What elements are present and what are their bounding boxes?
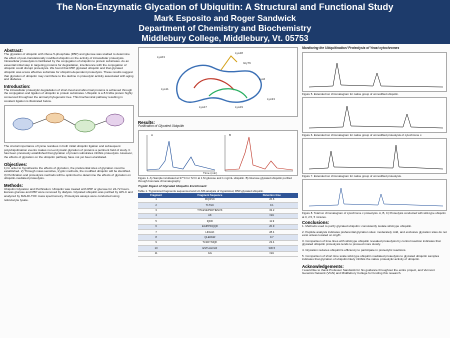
cell-sequence: LIFAGK [174, 230, 245, 235]
cell-sequence: GG [174, 251, 245, 256]
struct-label-gly76: Gly76 [243, 61, 251, 65]
cell-fragment: 9 [138, 240, 174, 245]
cell-retention: 28.4 [246, 230, 298, 235]
results-heading: Results: [138, 120, 155, 125]
cell-retention: 26.6 [246, 198, 298, 203]
cell-fragment: 4 [138, 213, 174, 218]
table-header-sequence: Fragment Sequence [174, 193, 245, 198]
poster-authors: Mark Esposito and Roger Sandwick [154, 12, 296, 23]
intro-text: The intracellular proteolytic degradation of short-lived and abnormal proteins is achieved through the conjugation and ligation of ubiquitin to protein substrates. Ubiquitin is a 8.6 kDa protein highly conserved throughout the animal phylogenetic tree. This biochemical pathway resulting in covalent ligation is illustrated below. [4, 87, 133, 103]
table-row [138, 251, 298, 256]
cell-retention: 9.7 [246, 235, 298, 240]
chrom-label-b: B [229, 132, 232, 137]
struct-label-lys48: Lys48 [235, 51, 243, 55]
cell-fragment: 5 [138, 219, 174, 224]
right-column [302, 47, 447, 278]
struct-label-lys29: Lys29 [235, 105, 243, 109]
table-body [138, 198, 298, 257]
cell-fragment: 6 [138, 224, 174, 229]
abstract-heading: Abstract: [4, 48, 23, 53]
cell-retention: N/A [246, 251, 298, 256]
cell-sequence: TITLEVEPSDTIENVK [174, 208, 245, 213]
cell-retention: N/A [246, 213, 298, 218]
ubiquitin-pathway-figure [4, 105, 134, 143]
intro-text-2: The crucial importance of lysine residues in both initial ubiquitin ligation and subsequent polyubiquitination events makes non-enzymatic glycation of proteins a pertinent field of study. It has been previously established that glycation of protein substrates inhibits proteolysis. However, the effects of glycation on the ubiquitin pathway have not yet been elucidated. [4, 144, 133, 159]
cell-sequence: ESTLHLVLR [174, 246, 245, 251]
conclusions-list [302, 225, 447, 262]
struct-label-lys11: Lys11 [161, 87, 169, 91]
acknowledgements-text: I would like to thank Professor Sandwick for his guidance throughout the entire project, and Vermont Genetics Network (VGN) and Middlebury College for funding this research. [302, 267, 435, 276]
chrom-axis-label: Time (min) [203, 170, 218, 175]
figure-1-caption: Figure 1. A) Sample incubated at 37°C for 72 hr at 1 M glucose and 1 mg/mL ubiquitin. B) Glucose glycated ubiquitin purified through boronate chromatography. [138, 175, 292, 183]
chrom-label-a: A [151, 132, 154, 137]
cell-fragment: 10 [138, 246, 174, 251]
methods-heading: Methods: [4, 182, 24, 188]
results-subheading: Purification of Glycated Ubiquitin [138, 124, 185, 128]
cell-fragment: 7 [138, 230, 174, 235]
table-title: Tryptic Digest of Glycated Ubiquitin Enrichment: [138, 184, 208, 189]
cell-sequence: MQIFVK [174, 198, 245, 203]
abstract-text: The glycation of ubiquitin with ribose 5-phosphate (R5P) and glucose was studied to determine the effect of post-translationally modified ubiquitin on the activity of intracellular proteolysis. Intracellular proteolysis is facilitated by the conjugation of ubiquitin to protein substrates. As an essential initial step in targeting proteins for degradation, interference with the conjugation of ubiquitin could disrupt proteolysis. We found that R5P glycated ubiquitin and that glycated ubiquitin was a less effective substrate for ubiquitin-dependent proteolysis. These results suggest that glycation of ubiquitin may contribute to the decline in proteolytic activity associated with aging and diabetes. [4, 52, 134, 82]
cell-fragment: 8 [138, 235, 174, 240]
poster-header [0, 0, 450, 44]
middle-column [138, 47, 298, 257]
cell-retention: 23.4 [246, 240, 298, 245]
figure-5-caption: Figure 5. Extended ion chromatogram for native group of unmodified ubiquitin. [302, 91, 399, 96]
intro-heading: Introduction: [4, 83, 31, 89]
cell-sequence: TLTGK [174, 203, 245, 208]
struct-label-lys63: Lys63 [157, 55, 165, 59]
figure-5-chromatogram [303, 53, 448, 91]
cell-sequence: AK [174, 213, 245, 218]
table-caption: Table 1. Trypsinized fragments sequenced and LC-MS analysis of trypsinized, R5P-glycated ubiquitin. [138, 188, 264, 193]
cell-sequence: QLEDGR [174, 235, 245, 240]
cell-retention: 9.1 [246, 203, 298, 208]
cell-retention: 20.9 [246, 224, 298, 229]
struct-label-lys6: Lys6 [259, 77, 266, 81]
struct-label-lys27: Lys27 [199, 105, 207, 109]
poster-department: Department of Chemistry and Biochemistry [138, 22, 312, 33]
figure-7-chromatogram [303, 139, 448, 173]
figure-7 [302, 138, 447, 174]
cell-sequence: EGIPPDQQR [174, 224, 245, 229]
methods-text: Ubiquitin Glycation and Purification: Ubiquitin was treated with R5P or glucose for 24-72 hours. Excess glucose and R5P were removed by dialysis. Glycated ubiquitin was purified by HPLC and analyzed by MALDI-TOF mass spectrometry. Proteolysis assays were conducted using reticulocyte lysate. [4, 186, 133, 202]
conclusion-item: 5. Comparison of short time scale wild-type ubiquitin mediated proteolysis to glycated ubiquitin samples indicates that glycation of ubiquitin likely inhibits the native proteolytic activity of ubiquitin. [302, 253, 440, 262]
figure-8-caption: Figure 8. Total ion chromatogram of cytochrome c proteolysis. A, B, C) Proteolysis conducted with wild-type ubiquitin at 0, 2.5, 5 minutes. [302, 211, 446, 219]
figure-5 [302, 52, 447, 92]
poster-title: The Non-Enzymatic Glycation of Ubiquitin: A Structural and Functional Study [56, 2, 394, 12]
right-heading: Monitoring the Ubiquitination/ Proteolysis of Yeast cytochromes [302, 46, 400, 50]
figure-8-chromatogram [303, 180, 448, 210]
cell-retention: 33.2 [246, 208, 298, 213]
cell-fragment: 2 [138, 203, 174, 208]
cell-retention: 11.9 [246, 219, 298, 224]
cell-sequence: IQDK [174, 219, 245, 224]
table-header-retention: Retention time [246, 193, 298, 198]
cell-sequence: TLSDYNIQK [174, 240, 245, 245]
purification-chromatogram [139, 131, 299, 175]
cell-fragment: 11 [138, 251, 174, 256]
objectives-text: 1) In order to hypothesize the effects of glycation, the preferential sites of glycation must be established. 2) Through mass sensitive, tryptic methods, the modified ubiquitin will be identified. 3) Purification and proteolysis methods will be optimized to determine the effects of glycation on ubiquitin-mediated proteolysis. [4, 165, 131, 181]
table-header-fragment: Fragment [138, 193, 174, 198]
figure-7-caption: Figure 7. Extended ion chromatogram for native group of unmodified proteolysis. [302, 174, 402, 179]
conclusions-heading: Conclusions: [302, 220, 330, 226]
purification-chromatogram-figure [138, 130, 298, 176]
conclusion-item: 4. Glycation reduces ubiquitin's efficiency to participate in proteolytic reactions. [302, 248, 407, 253]
tryptic-digest-table [138, 193, 298, 257]
poster-institution: Middlebury College, Middlebury, Vt. 05753 [141, 32, 309, 43]
cell-fragment: 1 [138, 198, 174, 203]
figure-6-caption: Figure 6. Extended ion chromatogram for native group of unmodified proteolysis of cytochrome c. [302, 132, 423, 137]
conclusion-item: 3. Comparison of time lines with wild-type ubiquitin revealed proteolysis by control reaction indicates that glycated ubiquitin proteolysis tends to proceed more slowly. [302, 238, 441, 247]
conclusion-item: 1. Methods used to purify glycated ubiquitin: consistently isolate wild-type ubiquitin. [302, 224, 413, 229]
cell-fragment: 3 [138, 208, 174, 213]
figure-8 [302, 179, 447, 211]
pathway-diagram [5, 106, 133, 142]
objectives-heading: Objectives: [4, 161, 28, 167]
left-column [4, 47, 134, 204]
ubiquitin-structure-figure [138, 47, 298, 117]
figure-6-chromatogram [303, 98, 448, 132]
cell-retention: 330.5 [246, 246, 298, 251]
acknowledgements-heading: Acknowledgements: [302, 263, 344, 269]
figure-6 [302, 97, 447, 133]
conclusion-item: 2. Peptide analysis indicates preferential glycation sites: moderately mild, and exclusive glycation sites do not exist unless located on Arg/K. [302, 229, 447, 238]
struct-label-lys33: Lys33 [267, 97, 275, 101]
